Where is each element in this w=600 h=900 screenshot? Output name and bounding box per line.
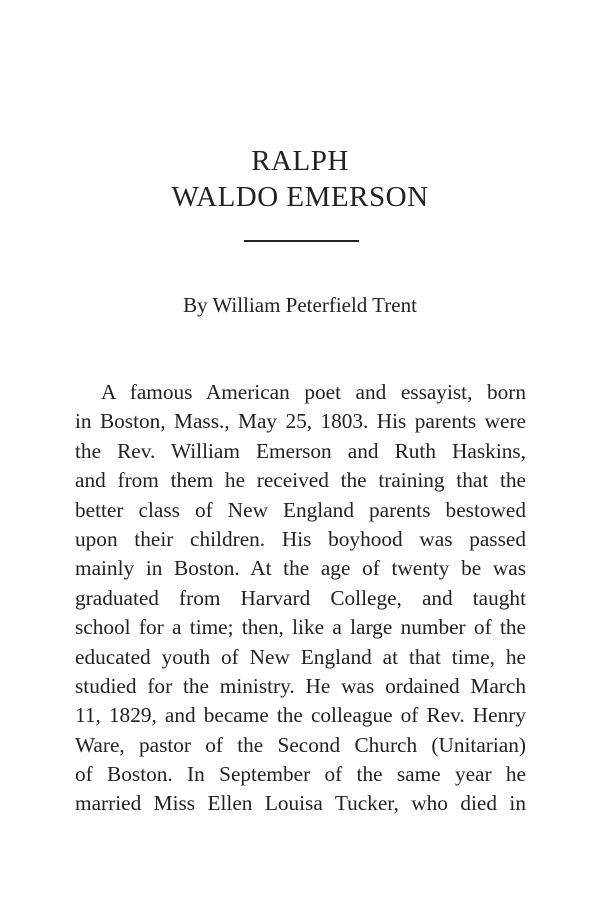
body-line: Ware, pastor of the Second Church (Unitarian) [75,732,526,757]
body-line: studied for the ministry. He was ordained March [75,673,526,698]
body-line: mainly in Boston. At the age of twenty be was [75,556,526,581]
body-line: graduated from Harvard College, and taught [75,585,526,610]
body-line: in Boston, Mass., May 25, 1803. His parents were [75,409,526,434]
body-line: educated youth of New England at that time, he [75,644,526,669]
body-line: the Rev. William Emerson and Ruth Haskins, [75,438,526,463]
body-line: married Miss Ellen Louisa Tucker, who died in [75,791,526,816]
body-line: better class of New England parents bestowed [75,497,526,522]
body-line: and from them he received the training that the [75,468,526,493]
body-line: of Boston. In September of the same year he [75,762,526,787]
author-byline: By William Peterfield Trent [183,293,417,317]
body-line: 11, 1829, and became the colleague of Rev. Henry [75,703,526,728]
chapter-title [0,143,600,215]
body-line: school for a time; then, like a large number of the [75,615,526,640]
title-divider [244,240,359,242]
chapter-title-line-1: RALPH [251,145,349,177]
body-line: A famous American poet and essayist, born [101,380,526,404]
body-line: upon their children. His boyhood was passed [75,526,526,551]
chapter-title-line-2: WALDO EMERSON [171,181,429,213]
body-paragraph [75,378,526,819]
